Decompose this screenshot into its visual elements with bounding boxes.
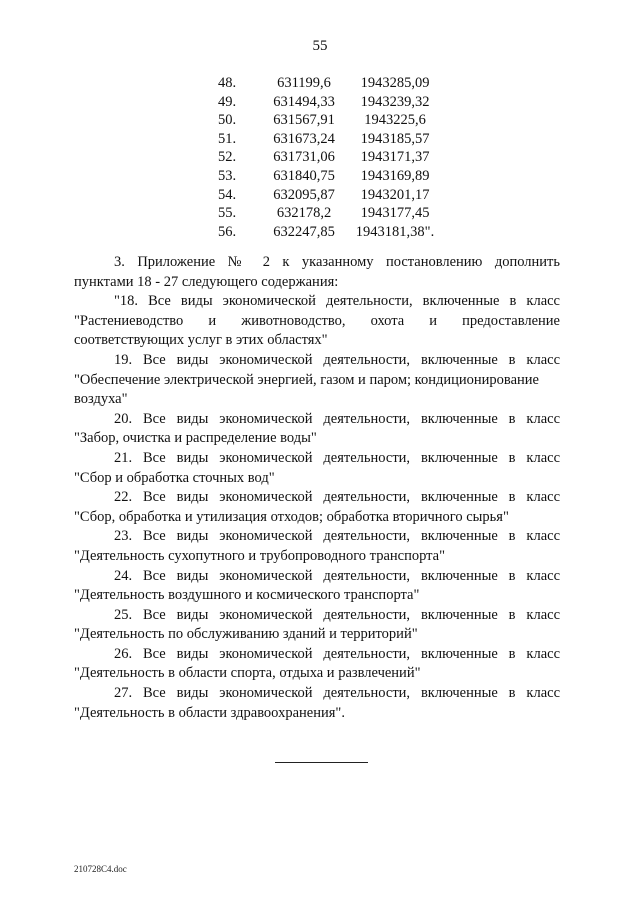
list-item (74, 606, 560, 645)
item-line-2: "Забор, очистка и распределение воды" (74, 430, 317, 447)
item-line-2: "Растениеводство и животноводство, охота и предоставление (74, 312, 560, 329)
coord-x: 632247,85 (273, 223, 335, 240)
coord-y: 1943285,09 (360, 75, 430, 91)
item-line-1: 22. Все виды экономической деятельности, включенные в класс (114, 489, 560, 506)
table-row (218, 186, 440, 205)
list-item (74, 684, 560, 723)
list-item (74, 410, 560, 449)
point-number: 55. (218, 205, 237, 222)
list-item (74, 567, 560, 606)
item-line-3: воздуха" (74, 391, 128, 408)
list-item (74, 527, 560, 566)
coord-x: 631567,91 (273, 112, 335, 129)
item-line-1: 24. Все виды экономической деятельности, включенные в класс (114, 567, 560, 584)
coordinates-table (218, 74, 440, 241)
coord-y: 1943181,38". (355, 223, 435, 240)
item-line-1: 27. Все виды экономической деятельности, включенные в класс (114, 685, 560, 702)
item-line-2: "Сбор и обработка сточных вод" (74, 469, 275, 486)
intro-line-2: пунктами 18 - 27 следующего содержания: (74, 273, 339, 290)
list-item (74, 351, 560, 410)
list-item (74, 645, 560, 684)
point-number: 48. (218, 75, 237, 91)
coord-y: 1943225,6 (364, 112, 426, 129)
coord-y: 1943169,89 (360, 167, 430, 184)
coord-x: 631731,06 (273, 149, 335, 166)
coord-x: 631840,75 (273, 167, 335, 184)
list-item (74, 488, 560, 527)
point-number: 54. (218, 186, 237, 203)
footer-divider (275, 762, 368, 763)
coord-x: 631673,24 (273, 130, 335, 147)
table-row (218, 204, 440, 223)
item-line-1: 25. Все виды экономической деятельности, включенные в класс (114, 606, 560, 623)
item-line-2: "Деятельность сухопутного и трубопроводного транспорта" (74, 547, 446, 564)
item-line-3: соответствующих услуг в этих областях" (74, 332, 328, 349)
coord-y: 1943171,37 (360, 149, 430, 166)
coord-x: 631494,33 (273, 93, 335, 110)
coord-x: 632095,87 (273, 186, 335, 203)
coord-x: 632178,2 (276, 205, 332, 222)
item-line-1: 19. Все виды экономической деятельности, включенные в класс (114, 351, 560, 368)
table-row (218, 111, 440, 130)
item-line-1: 26. Все виды экономической деятельности, включенные в класс (114, 645, 560, 662)
item-line-2: "Обеспечение электрической энергией, газом и паром; кондиционирование (74, 371, 539, 388)
list-item (74, 292, 560, 351)
intro-paragraph (74, 253, 560, 292)
table-row (218, 167, 440, 186)
item-line-1: 21. Все виды экономической деятельности, включенные в класс (114, 449, 560, 466)
list-item (74, 449, 560, 488)
intro-line-1: 3. Приложение № 2 к указанному постановлению дополнить (114, 254, 560, 270)
item-line-2: "Деятельность по обслуживанию зданий и территорий" (74, 626, 418, 643)
point-number: 49. (218, 93, 237, 110)
table-row (218, 93, 440, 112)
coord-y: 1943201,17 (360, 186, 430, 203)
point-number: 53. (218, 167, 237, 184)
item-line-2: "Деятельность в области спорта, отдыха и развлечений" (74, 665, 421, 682)
item-line-1: "18. Все виды экономической деятельности, включенные в класс (114, 293, 560, 310)
footer-filename: 210728C4.doc (74, 864, 127, 874)
item-line-2: "Сбор, обработка и утилизация отходов; обработка вторичного сырья" (74, 508, 509, 525)
item-line-1: 23. Все виды экономической деятельности, включенные в класс (114, 528, 560, 545)
document-body (74, 253, 560, 723)
point-number: 51. (218, 130, 237, 147)
item-line-2: "Деятельность воздушного и космического транспорта" (74, 587, 420, 604)
page-number: 55 (312, 38, 328, 54)
coord-y: 1943185,57 (360, 130, 430, 147)
point-number: 52. (218, 149, 237, 166)
coord-y: 1943239,32 (360, 93, 430, 110)
table-row (218, 223, 440, 242)
item-line-1: 20. Все виды экономической деятельности, включенные в класс (114, 410, 560, 427)
table-row (218, 74, 440, 93)
item-line-2: "Деятельность в области здравоохранения". (74, 704, 345, 721)
table-row (218, 148, 440, 167)
point-number: 56. (218, 223, 237, 240)
table-row (218, 130, 440, 149)
coord-x: 631199,6 (277, 75, 331, 91)
coord-y: 1943177,45 (360, 205, 430, 222)
point-number: 50. (218, 112, 237, 129)
